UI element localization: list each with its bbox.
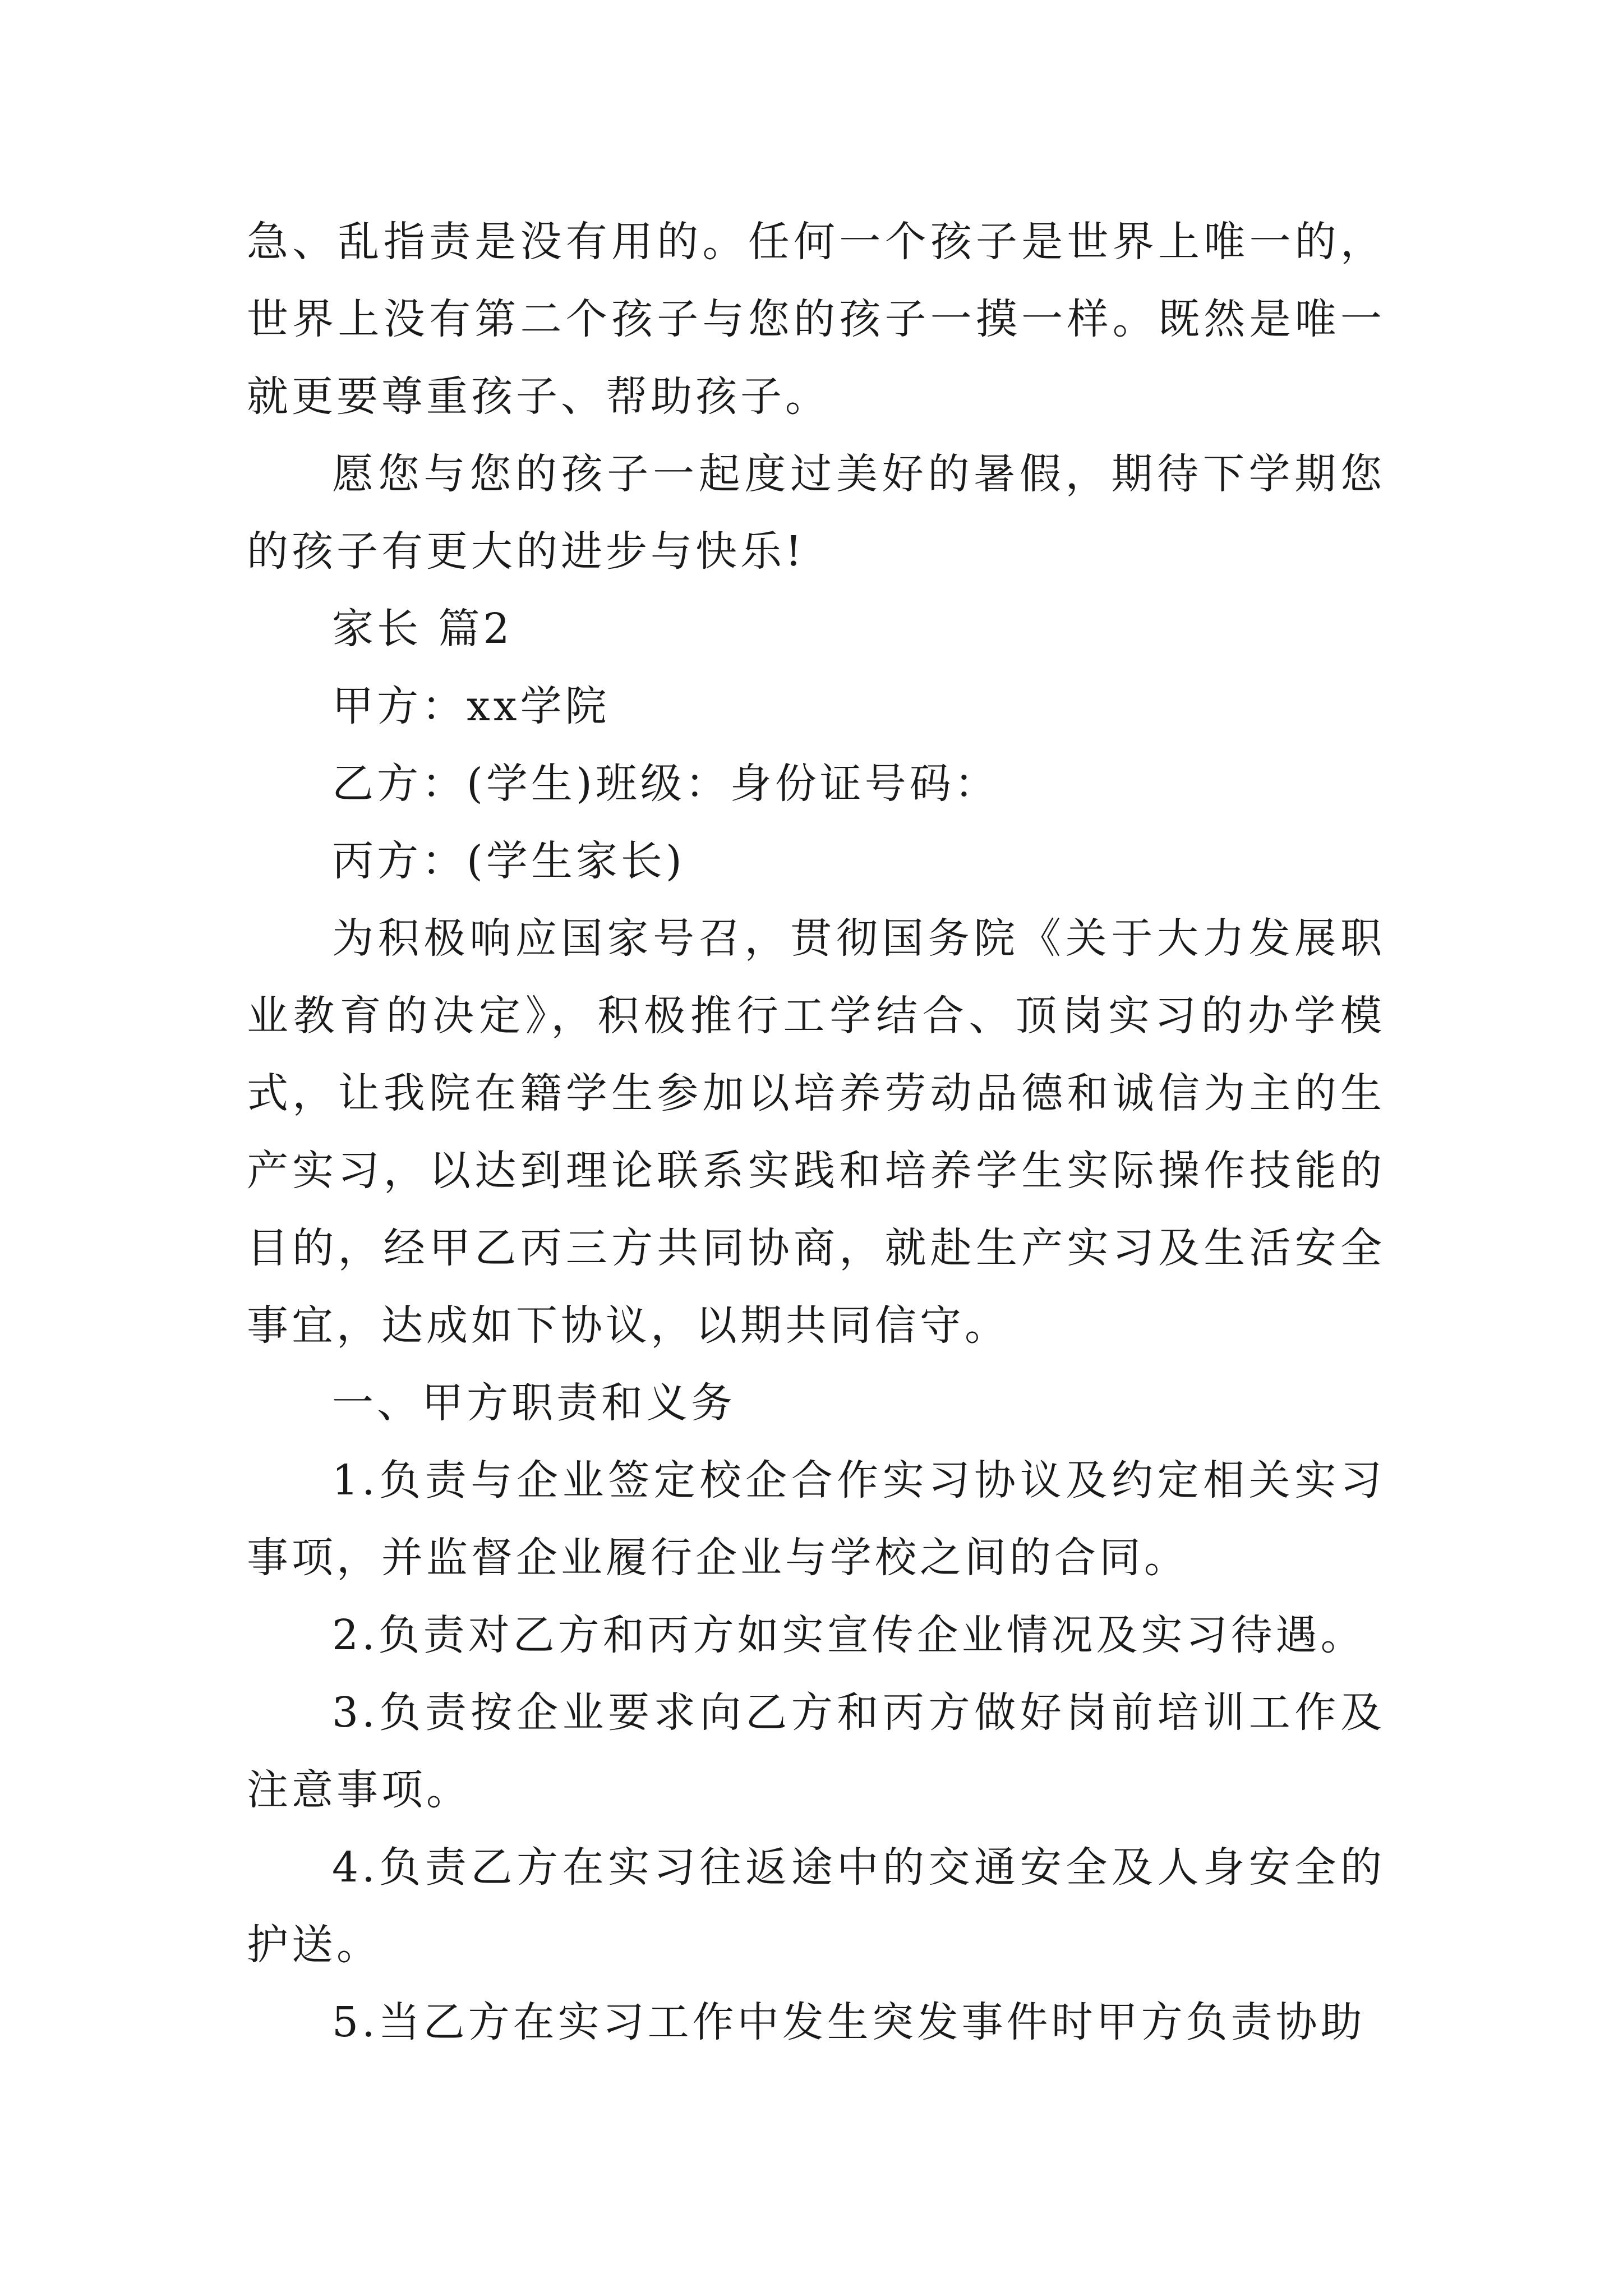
clause-item: 5.当乙方在实习工作中发生突发事件时甲方负责协助 [332,1998,1366,2046]
party-b-line: 乙方：(学生)班级：身份证号码： [332,760,999,808]
section-heading: 家长 篇2 [332,605,513,653]
clause-item: 3.负责按企业要求向乙方和丙方做好岗前培训工作及注意事项。 [247,1688,1385,1814]
party-c-line: 丙方：(学生家长) [332,837,685,885]
paragraph: 为积极响应国家号召，贯彻国务院《关于大力发展职业教育的决定》，积极推行工学结合、顶岗实习的办学模式，让我院在籍学生参加以培养劳动品德和诚信为主的生产实习，以达到理论联系实践和培养学生实际操作技能的目的，经甲乙丙三方共同协商，就赴生产实习及生活安全事宜，达成如下协议，以期共同信守。 [247,914,1385,1350]
paragraph: 愿您与您的孩子一起度过美好的暑假，期待下学期您的孩子有更大的进步与快乐! [247,450,1385,576]
clause-item: 4.负责乙方在实习往返途中的交通安全及人身安全的护送。 [247,1843,1385,1969]
body-text [247,203,1385,2061]
party-a-line: 甲方：xx学院 [332,682,610,730]
clause-heading: 一、甲方职责和义务 [332,1379,736,1427]
clause-item: 2.负责对乙方和丙方如实宣传企业情况及实习待遇。 [332,1611,1366,1659]
paragraph: 急、乱指责是没有用的。任何一个孩子是世界上唯一的，世界上没有第二个孩子与您的孩子一摸一样。既然是唯一就更要尊重孩子、帮助孩子。 [247,218,1385,421]
clause-item: 1.负责与企业签定校企合作实习协议及约定相关实习事项，并监督企业履行企业与学校之间的合同。 [247,1456,1385,1582]
